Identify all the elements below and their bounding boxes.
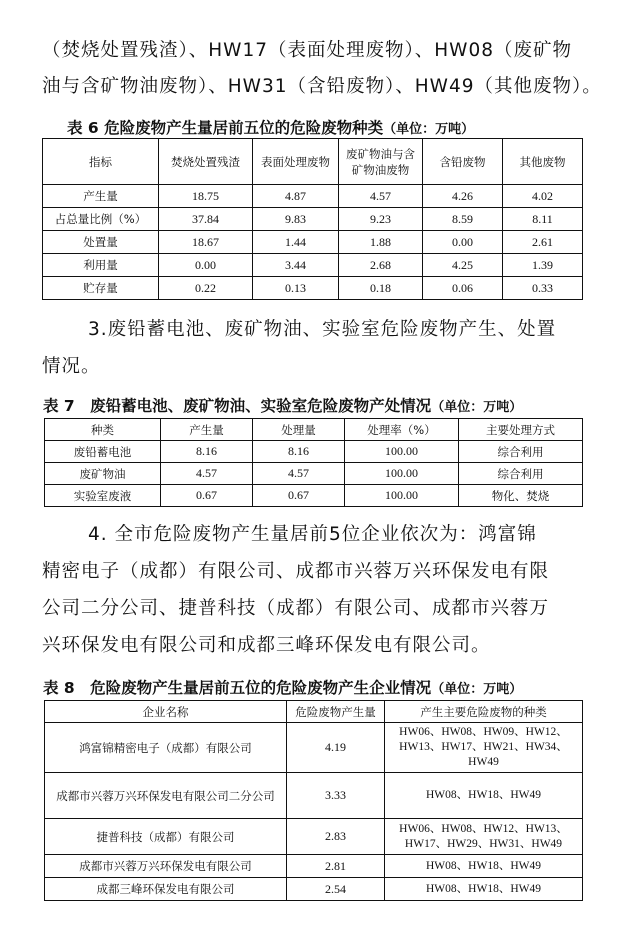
table8-company: 成都三峰环保发电有限公司 <box>45 878 287 901</box>
table6-header: 废矿物油与含矿物油废物 <box>339 139 423 185</box>
table6-cell: 0.00 <box>423 231 503 254</box>
table-row <box>45 878 583 901</box>
table6-cell: 1.44 <box>253 231 339 254</box>
table6-header: 其他废物 <box>503 139 583 185</box>
table6-cell: 1.39 <box>503 254 583 277</box>
table7-cell: 4.57 <box>253 463 345 485</box>
table6-cell: 9.83 <box>253 208 339 231</box>
table8-types-line: HW17、HW29、HW31、HW49 <box>404 837 563 850</box>
table8-header: 企业名称 <box>45 701 287 723</box>
table8-types-line: HW08、HW18、HW49 <box>426 882 541 895</box>
table6-cell: 18.67 <box>159 231 253 254</box>
table8-header: 产生主要危险废物的种类 <box>385 701 583 723</box>
table8-types-line: HW06、HW08、HW12、HW13、 <box>399 822 568 835</box>
table8-company: 捷普科技（成都）有限公司 <box>45 819 287 855</box>
table8-types-line: HW08、HW18、HW49 <box>426 789 541 801</box>
table8-header: 危险废物产生量 <box>287 701 385 723</box>
table7-cell: 物化、焚烧 <box>459 485 583 507</box>
table7-cell: 100.00 <box>345 463 459 485</box>
table6-cell: 4.26 <box>423 185 503 208</box>
table6-cell: 8.59 <box>423 208 503 231</box>
table8-amount: 3.33 <box>287 773 385 819</box>
table6-cell: 1.88 <box>339 231 423 254</box>
table7-header: 处理率（%） <box>345 419 459 441</box>
section4-line-2: 精密电子（成都）有限公司、成都市兴蓉万兴环保发电有限 <box>42 561 550 582</box>
table7-header: 处理量 <box>253 419 345 441</box>
table8-company: 成都市兴蓉万兴环保发电有限公司 <box>45 855 287 878</box>
table6-cell: 贮存量 <box>43 277 159 300</box>
table6-cell: 0.13 <box>253 277 339 300</box>
table-row <box>43 185 583 208</box>
table7-cell: 废铅蓄电池 <box>45 441 161 463</box>
table-row <box>43 208 583 231</box>
table7-cell: 100.00 <box>345 485 459 507</box>
intro-line-2: 油与含矿物油废物）、HW31（含铅废物）、HW49（其他废物）。 <box>42 76 602 97</box>
table8-types <box>385 723 583 773</box>
table8-types <box>385 878 583 901</box>
section3-line-2: 情况。 <box>42 356 101 377</box>
table6-cell: 18.75 <box>159 185 253 208</box>
table-row <box>45 773 583 819</box>
table8-unit: （单位：万吨） <box>431 682 523 697</box>
table-row <box>43 254 583 277</box>
table7-unit: （单位：万吨） <box>431 400 523 415</box>
table8-amount: 2.83 <box>287 819 385 855</box>
table6-cell: 4.57 <box>339 185 423 208</box>
table7-title: 表 7 废铅蓄电池、废矿物油、实验室危险废物产处情况 <box>43 397 432 415</box>
table7-cell: 废矿物油 <box>45 463 161 485</box>
table7-cell: 100.00 <box>345 441 459 463</box>
table7-header-row <box>45 419 583 441</box>
table6-cell: 0.00 <box>159 254 253 277</box>
section4-line-3: 公司二分公司、捷普科技（成都）有限公司、成都市兴蓉万 <box>42 598 550 619</box>
table8-types-line: HW08、HW18、HW49 <box>426 859 541 872</box>
table6-cell: 4.25 <box>423 254 503 277</box>
table6-caption <box>67 116 474 138</box>
table7-cell: 0.67 <box>161 485 253 507</box>
table6-cell: 2.61 <box>503 231 583 254</box>
table6-cell: 4.87 <box>253 185 339 208</box>
table-row <box>45 485 583 507</box>
table6-cell: 2.68 <box>339 254 423 277</box>
table8-types <box>385 855 583 878</box>
table6-cell: 0.06 <box>423 277 503 300</box>
table6-cell: 9.23 <box>339 208 423 231</box>
table7-header: 主要处理方式 <box>459 419 583 441</box>
table8-caption <box>43 676 522 698</box>
section4-line-4: 兴环保发电有限公司和成都三峰环保发电有限公司。 <box>42 635 491 656</box>
table-row <box>45 723 583 773</box>
table-row <box>43 277 583 300</box>
table6-cell: 37.84 <box>159 208 253 231</box>
table-row <box>43 231 583 254</box>
table8-amount: 2.54 <box>287 878 385 901</box>
table8-types <box>385 819 583 855</box>
table8-company: 成都市兴蓉万兴环保发电有限公司二分公司 <box>45 773 287 819</box>
table6-header: 含铅废物 <box>423 139 503 185</box>
table8-types-line: HW06、HW08、HW09、HW12、 <box>399 726 568 738</box>
table6-header: 表面处理废物 <box>253 139 339 185</box>
table6 <box>42 138 583 300</box>
table7-cell: 8.16 <box>161 441 253 463</box>
table6-cell: 0.18 <box>339 277 423 300</box>
table6-cell: 8.11 <box>503 208 583 231</box>
table7 <box>44 418 583 507</box>
table7-cell: 综合利用 <box>459 463 583 485</box>
table6-unit: （单位：万吨） <box>383 122 475 137</box>
table6-cell: 0.22 <box>159 277 253 300</box>
intro-line-1: （焚烧处置残渣）、HW17（表面处理废物）、HW08（废矿物 <box>42 40 572 61</box>
table7-cell: 8.16 <box>253 441 345 463</box>
table8-company: 鸿富锦精密电子（成都）有限公司 <box>45 723 287 773</box>
table6-cell: 4.02 <box>503 185 583 208</box>
table-row <box>45 819 583 855</box>
table8-amount: 2.81 <box>287 855 385 878</box>
table6-cell: 处置量 <box>43 231 159 254</box>
table8-amount: 4.19 <box>287 723 385 773</box>
table8-header-row <box>45 701 583 723</box>
table7-header: 种类 <box>45 419 161 441</box>
table6-header: 焚烧处置残渣 <box>159 139 253 185</box>
table6-cell: 3.44 <box>253 254 339 277</box>
section4-line-1: 4. 全市危险废物产生量居前5位企业依次为：鸿富锦 <box>88 524 537 545</box>
table7-cell: 实验室废液 <box>45 485 161 507</box>
table7-cell: 综合利用 <box>459 441 583 463</box>
table7-cell: 0.67 <box>253 485 345 507</box>
table7-cell: 4.57 <box>161 463 253 485</box>
table8-title: 表 8 危险废物产生量居前五位的危险废物产生企业情况 <box>43 679 432 697</box>
table-row <box>45 855 583 878</box>
section3-line-1: 3.废铅蓄电池、废矿物油、实验室危险废物产生、处置 <box>88 319 557 340</box>
table-row <box>45 441 583 463</box>
table8-types <box>385 773 583 819</box>
table6-title: 表 6 危险废物产生量居前五位的危险废物种类 <box>67 119 384 137</box>
table-row <box>45 463 583 485</box>
table6-header: 指标 <box>43 139 159 185</box>
table8-types-line: HW13、HW17、HW21、HW34、 <box>399 741 568 753</box>
table6-cell: 利用量 <box>43 254 159 277</box>
table6-cell: 占总量比例（%） <box>43 208 159 231</box>
table6-cell: 0.33 <box>503 277 583 300</box>
table8-types-line: HW49 <box>468 756 499 768</box>
table7-header: 产生量 <box>161 419 253 441</box>
table6-header-row <box>43 139 583 185</box>
table8 <box>44 700 583 901</box>
table7-caption <box>43 394 522 416</box>
table6-cell: 产生量 <box>43 185 159 208</box>
